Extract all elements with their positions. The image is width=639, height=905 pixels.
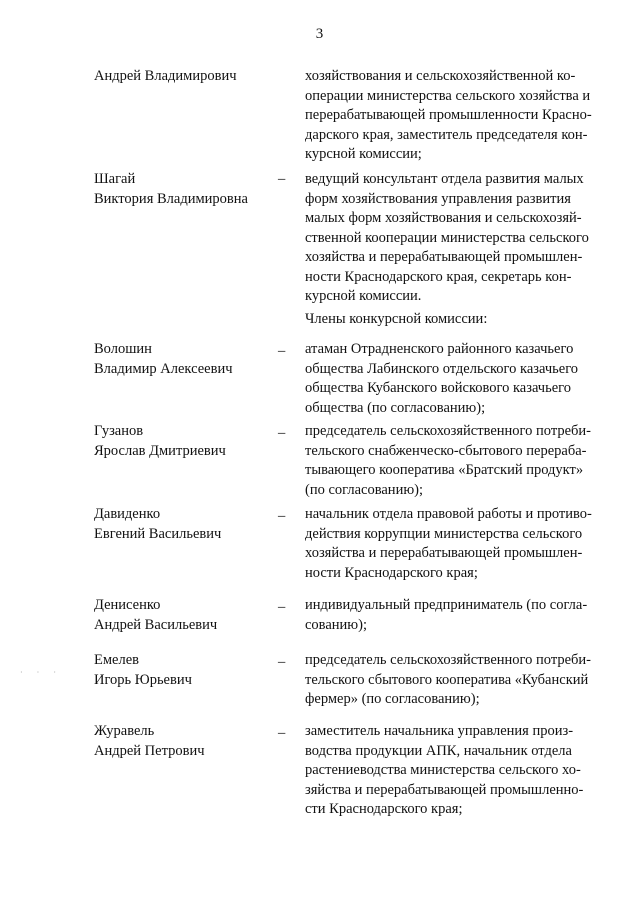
- role-line: дарского края, заместитель председателя кон-: [305, 126, 588, 143]
- person-name: [94, 505, 274, 544]
- person-given-name: Андрей Петрович: [94, 742, 205, 759]
- role-line: операции министерства сельского хозяйства и: [305, 87, 591, 104]
- person-name: [94, 722, 274, 761]
- person-given-name: Андрей Владимирович: [94, 68, 237, 84]
- person-role: [305, 722, 604, 820]
- dash-separator: –: [278, 599, 286, 615]
- role-line: хозяйства и перерабатывающей промышлен-: [305, 249, 583, 265]
- person-given-name: Евгений Васильевич: [94, 525, 222, 542]
- role-line: курсной комиссии;: [305, 146, 422, 162]
- role-line: тельского сбытового кооператива «Кубанский: [305, 671, 589, 688]
- role-line: начальник отдела правовой работы и противо-: [305, 506, 592, 522]
- role-line: ственной кооперации министерства сельского: [305, 229, 589, 246]
- dash-separator: –: [278, 508, 286, 524]
- page-number: 3: [315, 26, 324, 42]
- person-given-name: Андрей Васильевич: [94, 616, 218, 633]
- role-line: перерабатывающей промышленности Красно-: [305, 107, 592, 123]
- role-line: зяйства и перерабатывающей промышленно-: [305, 781, 584, 798]
- role-line: председатель сельскохозяйственного потреби-: [305, 652, 591, 668]
- dash-separator: –: [278, 425, 286, 441]
- role-line: атаман Отрадненского районного казачьего: [305, 341, 574, 357]
- role-line: индивидуальный предприниматель (по согла-: [305, 597, 588, 613]
- dash-separator: –: [278, 343, 286, 359]
- person-role: [305, 505, 604, 583]
- scan-artifact-dots: · · ·: [20, 668, 62, 677]
- role-line: сти Краснодарского края;: [305, 801, 463, 817]
- person-surname: Емелев: [94, 652, 139, 668]
- person-given-name: Ярослав Дмитриевич: [94, 442, 226, 459]
- person-given-name: Владимир Алексеевич: [94, 360, 233, 377]
- person-role: [305, 596, 604, 635]
- role-line: заместитель начальника управления произ-: [305, 723, 574, 739]
- role-line: курсной комиссии.: [305, 288, 422, 304]
- person-role: [305, 67, 604, 165]
- role-line: ности Краснодарского края, секретарь кон-: [305, 268, 572, 285]
- role-line: действия коррупции министерства сельского: [305, 525, 583, 542]
- members-heading: Члены конкурсной комиссии:: [305, 311, 488, 327]
- role-line: хозяйствования и сельскохозяйственной ко-: [305, 68, 576, 84]
- role-line: ведущий консультант отдела развития малых: [305, 171, 584, 187]
- person-surname: Денисенко: [94, 597, 161, 613]
- dash-separator: –: [278, 725, 286, 741]
- person-name: [94, 596, 274, 635]
- role-line: общества (по согласованию);: [305, 399, 486, 416]
- role-line: хозяйства и перерабатывающей промышлен-: [305, 545, 583, 561]
- person-role: [305, 340, 604, 418]
- person-given-name: Игорь Юрьевич: [94, 671, 192, 688]
- person-name: [94, 170, 274, 209]
- person-role: [305, 651, 604, 710]
- person-given-name: Виктория Владимировна: [94, 190, 248, 207]
- role-line: председатель сельскохозяйственного потреби-: [305, 423, 591, 439]
- person-name: [94, 340, 274, 379]
- role-line: водства продукции АПК, начальник отдела: [305, 742, 572, 759]
- person-name: [94, 422, 274, 461]
- dash-separator: –: [278, 654, 286, 670]
- person-role: [305, 422, 604, 500]
- person-surname: Шагай: [94, 171, 136, 187]
- role-line: ности Краснодарского края;: [305, 564, 478, 581]
- person-surname: Журавель: [94, 723, 155, 739]
- role-line: общества Кубанского войскового казачьего: [305, 380, 571, 396]
- role-line: тельского снабженческо-сбытового перераба-: [305, 442, 587, 459]
- person-surname: Давиденко: [94, 506, 161, 522]
- person-name: [94, 67, 274, 87]
- role-line: малых форм хозяйствования и сельскохозяй-: [305, 210, 582, 226]
- role-line: (по согласованию);: [305, 481, 424, 498]
- person-surname: Волошин: [94, 341, 152, 357]
- person-role: [305, 170, 604, 307]
- role-line: общества Лабинского отдельского казачьего: [305, 360, 579, 377]
- role-line: фермер» (по согласованию);: [305, 691, 480, 707]
- role-line: растениеводства министерства сельского хо-: [305, 762, 581, 778]
- role-line: тывающего кооператива «Братский продукт»: [305, 462, 584, 478]
- dash-separator: –: [278, 171, 286, 187]
- person-name: [94, 651, 274, 690]
- person-surname: Гузанов: [94, 423, 144, 439]
- role-line: сованию);: [305, 616, 367, 633]
- role-line: форм хозяйствования управления развития: [305, 190, 571, 207]
